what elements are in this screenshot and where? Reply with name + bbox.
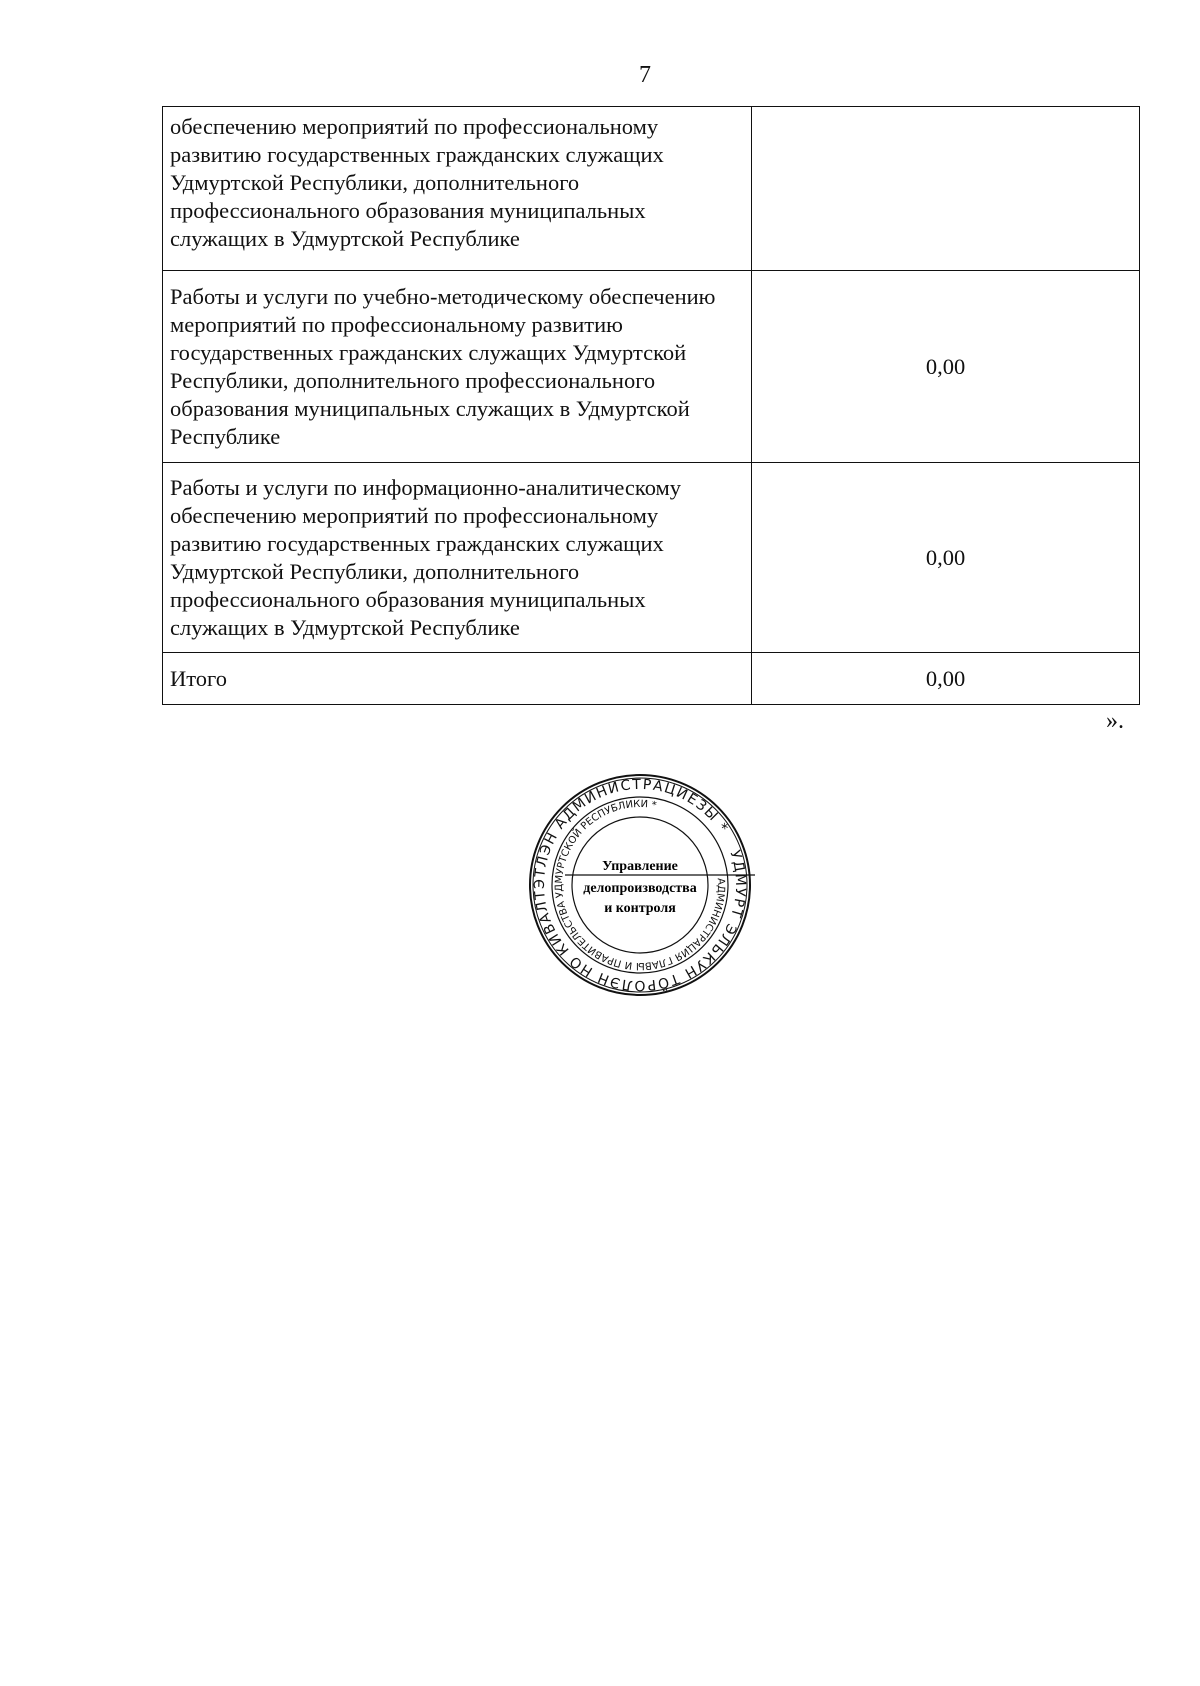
row-value: 0,00 [752, 463, 1140, 653]
official-stamp [525, 770, 755, 1000]
stamp-center-line: и контроля [604, 901, 676, 916]
row-name: Итого [163, 653, 752, 705]
page-number: 7 [639, 62, 651, 88]
stamp-center-line: Управление [602, 859, 678, 874]
row-value: 0,00 [752, 271, 1140, 463]
closing-quote: ». [1106, 708, 1124, 734]
table-row [163, 463, 1140, 653]
stamp-center-line: делопроизводства [583, 881, 697, 896]
row-value [752, 107, 1140, 271]
row-name: Работы и услуги по информационно-аналитическому обеспечению мероприятий по профессиональному развитию государственных гражданских служащих Удмуртской Республики, дополнительного профессионального образования муниципальных служащих в Удмуртской Республике [163, 463, 752, 653]
table-row [163, 271, 1140, 463]
stamp-inner-text: АДМИНИСТРАЦИЯ ГЛАВЫ И ПРАВИТЕЛЬСТВА УДМУРТСКОЙ РЕСПУБЛИКИ * [553, 798, 727, 972]
row-value: 0,00 [752, 653, 1140, 705]
row-name: Работы и услуги по учебно-методическому обеспечению мероприятий по профессиональному развитию государственных гражданских служащих Удмуртской Республики, дополнительного профессионального образования муниципальных служащих в Удмуртской Республике [163, 271, 752, 463]
stamp-outer-text: УДМУРТ ЭЛЬКУН ТӦРОЛЭН НО КИВАЛТЭТЛЭН АДМИНИСТРАЦИЕЗЫ * [531, 776, 749, 994]
row-name: обеспечению мероприятий по профессиональному развитию государственных гражданских служащих Удмуртской Республики, дополнительного профессионального образования муниципальных служащих в Удмуртской Республике [163, 107, 752, 271]
cost-table [162, 106, 1140, 705]
table-row [163, 107, 1140, 271]
table-row-total [163, 653, 1140, 705]
